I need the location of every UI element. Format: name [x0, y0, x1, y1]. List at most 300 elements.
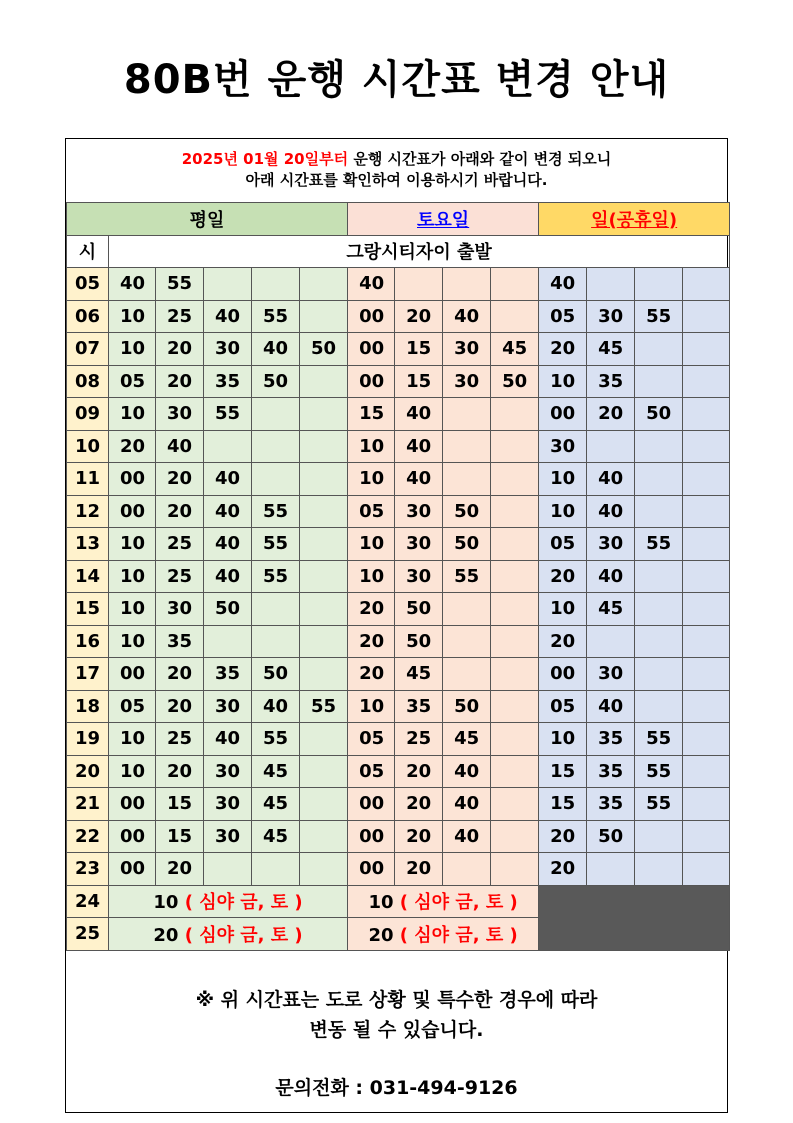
- weekday-minute-cell: 20: [156, 463, 204, 496]
- hour-cell: 07: [67, 333, 109, 366]
- saturday-minute-cell: 50: [443, 528, 491, 561]
- weekday-minute-cell: 45: [252, 820, 300, 853]
- saturday-late-night-minute: 10: [368, 892, 394, 914]
- saturday-minute-cell: 20: [348, 593, 395, 626]
- saturday-minute-cell: 30: [395, 495, 443, 528]
- contact-phone: 문의전화 : 031-494-9126: [275, 1077, 518, 1099]
- saturday-minute-cell: [491, 690, 539, 723]
- sunday-minute-cell: [683, 300, 730, 333]
- saturday-minute-cell: 20: [395, 300, 443, 333]
- weekday-minute-cell: 20: [156, 658, 204, 691]
- sunday-minute-cell: [683, 658, 730, 691]
- hour-cell: 10: [67, 430, 109, 463]
- sunday-minute-cell: [683, 463, 730, 496]
- weekday-minute-cell: 35: [156, 625, 204, 658]
- weekday-minute-cell: [204, 625, 252, 658]
- saturday-minute-cell: 00: [348, 820, 395, 853]
- saturday-minute-cell: [491, 853, 539, 886]
- sunday-minute-cell: 35: [587, 788, 635, 821]
- saturday-minute-cell: 35: [395, 690, 443, 723]
- hour-cell: 06: [67, 300, 109, 333]
- schedule-row: [67, 853, 730, 886]
- sunday-minute-cell: 30: [539, 430, 587, 463]
- saturday-minute-cell: 40: [395, 398, 443, 431]
- saturday-minute-cell: 10: [348, 560, 395, 593]
- saturday-minute-cell: 40: [443, 755, 491, 788]
- sunday-minute-cell: [635, 658, 683, 691]
- hour-cell: 22: [67, 820, 109, 853]
- saturday-minute-cell: [491, 398, 539, 431]
- weekday-minute-cell: 20: [156, 755, 204, 788]
- saturday-minute-cell: 45: [443, 723, 491, 756]
- saturday-minute-cell: 05: [348, 755, 395, 788]
- sunday-minute-cell: 50: [587, 820, 635, 853]
- saturday-late-night-cell: [348, 918, 539, 951]
- sunday-minute-cell: 00: [539, 398, 587, 431]
- sunday-minute-cell: [635, 333, 683, 366]
- weekday-minute-cell: 20: [156, 495, 204, 528]
- saturday-minute-cell: 05: [348, 723, 395, 756]
- weekday-minute-cell: [300, 853, 348, 886]
- hour-cell: 21: [67, 788, 109, 821]
- sunday-minute-cell: [683, 495, 730, 528]
- hour-cell: 05: [67, 268, 109, 301]
- late-night-note: ( 심야 금, 토 ): [399, 924, 518, 946]
- saturday-minute-cell: 40: [348, 268, 395, 301]
- weekday-minute-cell: 10: [109, 625, 156, 658]
- sunday-minute-cell: 20: [539, 560, 587, 593]
- saturday-minute-cell: [443, 430, 491, 463]
- sunday-minute-cell: [683, 723, 730, 756]
- weekday-minute-cell: 50: [300, 333, 348, 366]
- weekday-minute-cell: 40: [252, 333, 300, 366]
- weekday-minute-cell: 00: [109, 495, 156, 528]
- weekday-minute-cell: [300, 723, 348, 756]
- weekday-minute-cell: 00: [109, 463, 156, 496]
- weekday-minute-cell: [300, 820, 348, 853]
- weekday-minute-cell: 10: [109, 755, 156, 788]
- sunday-minute-cell: [683, 755, 730, 788]
- hour-cell: 20: [67, 755, 109, 788]
- saturday-minute-cell: 00: [348, 853, 395, 886]
- weekday-late-night-minute: 10: [153, 892, 179, 914]
- weekday-minute-cell: 10: [109, 300, 156, 333]
- sunday-minute-cell: 40: [587, 495, 635, 528]
- saturday-minute-cell: 50: [443, 690, 491, 723]
- sunday-minute-cell: 30: [587, 658, 635, 691]
- sunday-minute-cell: 35: [587, 755, 635, 788]
- weekday-minute-cell: 45: [252, 755, 300, 788]
- saturday-minute-cell: 05: [348, 495, 395, 528]
- weekday-minute-cell: 20: [156, 365, 204, 398]
- effective-date: 2025년 01월 20일부터: [181, 150, 349, 168]
- weekday-minute-cell: 55: [204, 398, 252, 431]
- saturday-minute-cell: [395, 268, 443, 301]
- saturday-minute-cell: 15: [348, 398, 395, 431]
- sunday-minute-cell: 55: [635, 788, 683, 821]
- sunday-minute-cell: 20: [539, 820, 587, 853]
- weekday-minute-cell: 25: [156, 560, 204, 593]
- sunday-minute-cell: 20: [587, 398, 635, 431]
- weekday-minute-cell: [300, 593, 348, 626]
- schedule-row: [67, 268, 730, 301]
- saturday-minute-cell: [443, 398, 491, 431]
- weekday-minute-cell: [300, 495, 348, 528]
- sunday-minute-cell: [683, 560, 730, 593]
- weekday-minute-cell: 40: [252, 690, 300, 723]
- sunday-minute-cell: 40: [587, 463, 635, 496]
- weekday-minute-cell: 35: [204, 365, 252, 398]
- weekday-minute-cell: 30: [156, 398, 204, 431]
- departure-point: 그랑시티자이 출발: [109, 235, 730, 268]
- sunday-minute-cell: [683, 853, 730, 886]
- saturday-minute-cell: 00: [348, 333, 395, 366]
- sunday-minute-cell: [635, 430, 683, 463]
- weekday-minute-cell: 20: [156, 690, 204, 723]
- sunday-minute-cell: [683, 268, 730, 301]
- hour-cell: 14: [67, 560, 109, 593]
- sunday-minute-cell: [635, 365, 683, 398]
- schedule-row: [67, 658, 730, 691]
- day-type-header-row: [67, 203, 730, 236]
- sunday-minute-cell: 40: [587, 690, 635, 723]
- sunday-minute-cell: 45: [587, 593, 635, 626]
- saturday-header: 토요일: [348, 203, 539, 236]
- weekday-minute-cell: 30: [156, 593, 204, 626]
- saturday-minute-cell: 00: [348, 788, 395, 821]
- saturday-minute-cell: 40: [443, 300, 491, 333]
- sunday-minute-cell: [635, 593, 683, 626]
- weekday-minute-cell: [300, 528, 348, 561]
- saturday-minute-cell: [443, 463, 491, 496]
- weekday-minute-cell: 55: [252, 528, 300, 561]
- sunday-minute-cell: [587, 853, 635, 886]
- weekday-minute-cell: [252, 853, 300, 886]
- sunday-minute-cell: [635, 625, 683, 658]
- saturday-minute-cell: [443, 593, 491, 626]
- weekday-minute-cell: [300, 625, 348, 658]
- weekday-minute-cell: [300, 560, 348, 593]
- sunday-minute-cell: 10: [539, 365, 587, 398]
- weekday-minute-cell: 40: [204, 528, 252, 561]
- weekday-minute-cell: [252, 268, 300, 301]
- saturday-minute-cell: 00: [348, 365, 395, 398]
- sunday-minute-cell: 30: [587, 528, 635, 561]
- sunday-minute-cell: 05: [539, 300, 587, 333]
- sunday-minute-cell: [587, 625, 635, 658]
- late-night-note: ( 심야 금, 토 ): [184, 892, 303, 914]
- saturday-minute-cell: 50: [443, 495, 491, 528]
- saturday-minute-cell: 10: [348, 528, 395, 561]
- weekday-minute-cell: 15: [156, 820, 204, 853]
- notice-line-1: [66, 149, 727, 170]
- weekday-minute-cell: 40: [204, 560, 252, 593]
- weekday-minute-cell: [300, 755, 348, 788]
- hour-cell: 24: [67, 885, 109, 918]
- weekday-minute-cell: [252, 593, 300, 626]
- late-night-note: ( 심야 금, 토 ): [399, 892, 518, 914]
- saturday-minute-cell: 15: [395, 365, 443, 398]
- weekday-minute-cell: 40: [204, 463, 252, 496]
- saturday-minute-cell: 25: [395, 723, 443, 756]
- saturday-minute-cell: [491, 625, 539, 658]
- sunday-minute-cell: [683, 398, 730, 431]
- sunday-minute-cell: 15: [539, 755, 587, 788]
- schedule-row: [67, 398, 730, 431]
- weekday-minute-cell: 30: [204, 820, 252, 853]
- late-night-row: [67, 885, 730, 918]
- weekday-minute-cell: 55: [252, 300, 300, 333]
- saturday-minute-cell: [443, 625, 491, 658]
- hour-cell: 08: [67, 365, 109, 398]
- sunday-minute-cell: 05: [539, 528, 587, 561]
- weekday-minute-cell: 30: [204, 788, 252, 821]
- weekday-minute-cell: [300, 658, 348, 691]
- weekday-minute-cell: 40: [204, 723, 252, 756]
- weekday-minute-cell: 25: [156, 723, 204, 756]
- hour-cell: 25: [67, 918, 109, 951]
- weekday-minute-cell: 20: [156, 333, 204, 366]
- holiday-header-text: 공휴일: [616, 209, 669, 231]
- weekday-header: 평일: [67, 203, 348, 236]
- saturday-minute-cell: 40: [395, 430, 443, 463]
- weekday-minute-cell: [252, 463, 300, 496]
- weekday-minute-cell: [300, 398, 348, 431]
- footer: [66, 985, 727, 1100]
- weekday-minute-cell: [300, 300, 348, 333]
- saturday-minute-cell: [491, 788, 539, 821]
- weekday-minute-cell: 30: [204, 690, 252, 723]
- saturday-minute-cell: 20: [395, 853, 443, 886]
- sunday-minute-cell: 55: [635, 755, 683, 788]
- schedule-row: [67, 723, 730, 756]
- sunday-header-prefix: 일(: [591, 209, 617, 231]
- sunday-minute-cell: [587, 430, 635, 463]
- schedule-row: [67, 333, 730, 366]
- weekday-minute-cell: 25: [156, 300, 204, 333]
- weekday-minute-cell: 20: [156, 853, 204, 886]
- weekday-minute-cell: [252, 625, 300, 658]
- saturday-minute-cell: 20: [395, 820, 443, 853]
- saturday-minute-cell: 20: [348, 625, 395, 658]
- sunday-minute-cell: [683, 690, 730, 723]
- schedule-row: [67, 495, 730, 528]
- weekday-minute-cell: 30: [204, 755, 252, 788]
- weekday-minute-cell: [300, 430, 348, 463]
- sunday-minute-cell: [683, 528, 730, 561]
- route-header-row: [67, 235, 730, 268]
- hour-cell: 13: [67, 528, 109, 561]
- saturday-minute-cell: 10: [348, 430, 395, 463]
- weekday-late-night-cell: [109, 885, 348, 918]
- hour-cell: 18: [67, 690, 109, 723]
- change-notice: [66, 149, 727, 191]
- sunday-minute-cell: 55: [635, 528, 683, 561]
- sunday-minute-cell: [635, 560, 683, 593]
- sunday-minute-cell: 20: [539, 333, 587, 366]
- sunday-minute-cell: [635, 495, 683, 528]
- weekday-minute-cell: 00: [109, 853, 156, 886]
- sunday-minute-cell: 10: [539, 593, 587, 626]
- hour-cell: 23: [67, 853, 109, 886]
- hour-cell: 15: [67, 593, 109, 626]
- saturday-minute-cell: [443, 658, 491, 691]
- timetable: [66, 202, 730, 951]
- weekday-minute-cell: 10: [109, 723, 156, 756]
- saturday-minute-cell: 50: [491, 365, 539, 398]
- saturday-minute-cell: [491, 268, 539, 301]
- weekday-minute-cell: 45: [252, 788, 300, 821]
- saturday-minute-cell: 50: [395, 593, 443, 626]
- schedule-row: [67, 365, 730, 398]
- schedule-row: [67, 593, 730, 626]
- saturday-minute-cell: 20: [348, 658, 395, 691]
- sunday-minute-cell: 15: [539, 788, 587, 821]
- sunday-minute-cell: [635, 463, 683, 496]
- sunday-minute-cell: 50: [635, 398, 683, 431]
- weekday-minute-cell: 10: [109, 398, 156, 431]
- saturday-minute-cell: [491, 755, 539, 788]
- sunday-minute-cell: [635, 853, 683, 886]
- sunday-minute-cell: 05: [539, 690, 587, 723]
- saturday-minute-cell: 10: [348, 690, 395, 723]
- saturday-minute-cell: 30: [395, 528, 443, 561]
- sunday-header-suffix: ): [668, 209, 678, 231]
- weekday-minute-cell: 00: [109, 820, 156, 853]
- sunday-minute-cell: 40: [539, 268, 587, 301]
- weekday-minute-cell: 55: [252, 560, 300, 593]
- weekday-minute-cell: 50: [204, 593, 252, 626]
- weekday-minute-cell: 55: [252, 723, 300, 756]
- saturday-minute-cell: [491, 463, 539, 496]
- weekday-minute-cell: 40: [204, 300, 252, 333]
- weekday-minute-cell: [204, 853, 252, 886]
- sunday-minute-cell: [683, 365, 730, 398]
- sunday-minute-cell: 40: [587, 560, 635, 593]
- saturday-minute-cell: 10: [348, 463, 395, 496]
- schedule-row: [67, 528, 730, 561]
- saturday-minute-cell: 30: [443, 333, 491, 366]
- sunday-minute-cell: [683, 333, 730, 366]
- hour-cell: 19: [67, 723, 109, 756]
- schedule-row: [67, 560, 730, 593]
- footer-note-line-2: 변동 될 수 있습니다.: [309, 1019, 484, 1041]
- hour-cell: 17: [67, 658, 109, 691]
- weekday-minute-cell: 05: [109, 365, 156, 398]
- sunday-minute-cell: [683, 820, 730, 853]
- saturday-minute-cell: 40: [395, 463, 443, 496]
- saturday-minute-cell: 45: [491, 333, 539, 366]
- weekday-late-night-minute: 20: [153, 924, 179, 946]
- saturday-minute-cell: [491, 723, 539, 756]
- schedule-row: [67, 625, 730, 658]
- sunday-minute-cell: [683, 625, 730, 658]
- weekday-minute-cell: [300, 788, 348, 821]
- saturday-minute-cell: [491, 430, 539, 463]
- sunday-minute-cell: 20: [539, 625, 587, 658]
- schedule-row: [67, 300, 730, 333]
- weekday-minute-cell: 10: [109, 333, 156, 366]
- sunday-minute-cell: 20: [539, 853, 587, 886]
- sunday-minute-cell: 00: [539, 658, 587, 691]
- saturday-minute-cell: [491, 528, 539, 561]
- saturday-minute-cell: 00: [348, 300, 395, 333]
- saturday-minute-cell: [443, 268, 491, 301]
- weekday-minute-cell: [252, 398, 300, 431]
- notice-line-2: 아래 시간표를 확인하여 이용하시기 바랍니다.: [245, 171, 548, 189]
- saturday-minute-cell: [443, 853, 491, 886]
- weekday-minute-cell: 10: [109, 593, 156, 626]
- schedule-row: [67, 463, 730, 496]
- saturday-late-night-minute: 20: [368, 924, 394, 946]
- schedule-row: [67, 788, 730, 821]
- weekday-late-night-cell: [109, 918, 348, 951]
- sunday-minute-cell: [683, 430, 730, 463]
- weekday-minute-cell: 30: [204, 333, 252, 366]
- weekday-minute-cell: 10: [109, 528, 156, 561]
- sunday-minute-cell: 55: [635, 300, 683, 333]
- weekday-minute-cell: 55: [252, 495, 300, 528]
- saturday-minute-cell: 20: [395, 788, 443, 821]
- weekday-minute-cell: 15: [156, 788, 204, 821]
- saturday-minute-cell: 55: [443, 560, 491, 593]
- schedule-row: [67, 820, 730, 853]
- sunday-minute-cell: [683, 593, 730, 626]
- saturday-minute-cell: [491, 495, 539, 528]
- weekday-minute-cell: [204, 268, 252, 301]
- hour-column-label: 시: [67, 235, 109, 268]
- saturday-minute-cell: [491, 820, 539, 853]
- weekday-minute-cell: [300, 365, 348, 398]
- weekday-minute-cell: [204, 430, 252, 463]
- weekday-minute-cell: 40: [204, 495, 252, 528]
- sunday-minute-cell: 45: [587, 333, 635, 366]
- weekday-minute-cell: 10: [109, 560, 156, 593]
- weekday-minute-cell: 55: [300, 690, 348, 723]
- sunday-minute-cell: 10: [539, 723, 587, 756]
- sunday-minute-cell: [635, 820, 683, 853]
- footer-note-line-1: ※ 위 시간표는 도로 상황 및 특수한 경우에 따라: [195, 989, 598, 1011]
- saturday-minute-cell: 20: [395, 755, 443, 788]
- page-title: 80B번 운행 시간표 변경 안내: [123, 57, 670, 103]
- saturday-minute-cell: 40: [443, 788, 491, 821]
- weekday-minute-cell: 00: [109, 658, 156, 691]
- sunday-minute-cell: [635, 268, 683, 301]
- saturday-minute-cell: [491, 593, 539, 626]
- sunday-minute-cell: 35: [587, 723, 635, 756]
- weekday-minute-cell: 05: [109, 690, 156, 723]
- sunday-minute-cell: 55: [635, 723, 683, 756]
- weekday-minute-cell: [252, 430, 300, 463]
- schedule-row: [67, 755, 730, 788]
- saturday-minute-cell: 30: [443, 365, 491, 398]
- schedule-row: [67, 430, 730, 463]
- timetable-frame: [65, 138, 728, 1113]
- weekday-minute-cell: 00: [109, 788, 156, 821]
- weekday-minute-cell: [300, 463, 348, 496]
- sunday-no-service-block: [539, 885, 730, 950]
- weekday-minute-cell: 20: [109, 430, 156, 463]
- saturday-minute-cell: 15: [395, 333, 443, 366]
- weekday-minute-cell: 50: [252, 365, 300, 398]
- saturday-minute-cell: 45: [395, 658, 443, 691]
- weekday-minute-cell: [300, 268, 348, 301]
- saturday-minute-cell: 50: [395, 625, 443, 658]
- saturday-minute-cell: [491, 300, 539, 333]
- saturday-minute-cell: [491, 560, 539, 593]
- sunday-minute-cell: [635, 690, 683, 723]
- saturday-minute-cell: [491, 658, 539, 691]
